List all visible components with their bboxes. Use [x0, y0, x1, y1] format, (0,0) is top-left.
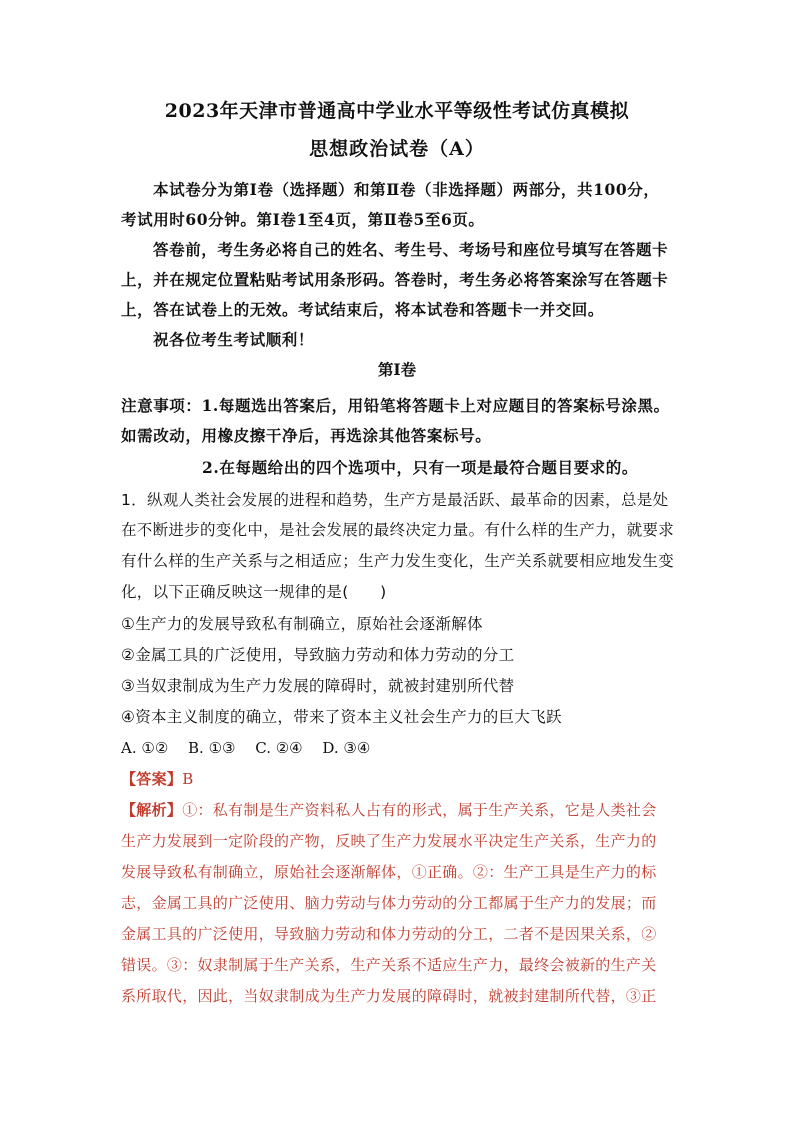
analysis-line [121, 799, 657, 820]
analysis-line: 错误。③：奴隶制属于生产关系，生产关系不适应生产力，最终会被新的生产关 [121, 956, 657, 974]
document-subtitle: 思想政治试卷（A） [309, 138, 485, 160]
intro-line: 上，并在规定位置粘贴考试用条形码。答卷时，考生务必将答案涂写在答题卡 [121, 270, 669, 289]
question-item: ④资本主义制度的确立，带来了资本主义社会生产力的巨大飞跃 [121, 708, 562, 726]
answer-options: A. ①② B. ①③ C. ②④ D. ③④ [121, 739, 371, 757]
analysis-text: ①：私有制是生产资料私人占有的形式，属于生产关系，它是人类社会 [182, 801, 657, 819]
analysis-line: 志，金属工具的广泛使用、脑力劳动与体力劳动的分工都属于生产力的发展；而 [121, 894, 657, 912]
question-stem: 有什么样的生产关系与之相适应；生产力发生变化，生产关系就要相应地发生变 [121, 552, 675, 570]
notice-line: 如需改动，用橡皮擦干净后，再选涂其他答案标号。 [121, 426, 492, 445]
analysis-line: 发展导致私有制确立，原始社会逐渐解体，①正确。②：生产工具是生产力的标 [121, 863, 657, 881]
answer-line [121, 768, 194, 789]
question-stem: 化，以下正确反映这一规律的是( ) [121, 583, 387, 601]
question-item: ②金属工具的广泛使用，导致脑力劳动和体力劳动的分工 [121, 646, 515, 664]
analysis-line: 系所取代，因此，当奴隶制成为生产力发展的障碍时，就被封建制所代替，③正 [121, 987, 657, 1005]
intro-line: 考试用时60分钟。第Ⅰ卷1至4页，第Ⅱ卷5至6页。 [121, 210, 485, 229]
document-title: 2023年天津市普通高中学业水平等级性考试仿真模拟 [164, 100, 630, 122]
section-heading: 第Ⅰ卷 [377, 360, 417, 379]
intro-line: 答卷前，考生务必将自己的姓名、考生号、考场号和座位号填写在答题卡 [153, 240, 669, 259]
intro-line: 祝各位考生考试顺利！ [153, 330, 315, 349]
question-stem: 在不断进步的变化中，是社会发展的最终决定力量。有什么样的生产力，就要求 [121, 521, 675, 539]
analysis-line: 金属工具的广泛使用，导致脑力劳动和体力劳动的分工，二者不是因果关系，② [121, 925, 657, 943]
notice-line: 注意事项：1.每题选出答案后，用铅笔将答题卡上对应题目的答案标号涂黑。 [121, 396, 670, 415]
answer-value: B [182, 770, 194, 788]
question-item: ③当奴隶制成为生产力发展的障碍时，就被封建别所代替 [121, 677, 515, 695]
analysis-label: 【解析】 [121, 801, 183, 819]
answer-label: 【答案】 [121, 770, 183, 788]
notice-line: 2.在每题给出的四个选项中，只有一项是最符合题目要求的。 [202, 458, 638, 477]
intro-line: 本试卷分为第Ⅰ卷（选择题）和第Ⅱ卷（非选择题）两部分，共100分， [153, 180, 660, 199]
intro-line: 上，答在试卷上的无效。考试结束后，将本试卷和答题卡一并交回。 [121, 300, 605, 319]
question-stem: 1．纵观人类社会发展的进程和趋势，生产方是最活跃、最革命的因素，总是处 [121, 491, 669, 509]
question-item: ①生产力的发展导致私有制确立，原始社会逐渐解体 [121, 615, 483, 633]
analysis-line: 生产力发展到一定阶段的产物，反映了生产力发展水平决定生产关系，生产力的 [121, 832, 657, 850]
